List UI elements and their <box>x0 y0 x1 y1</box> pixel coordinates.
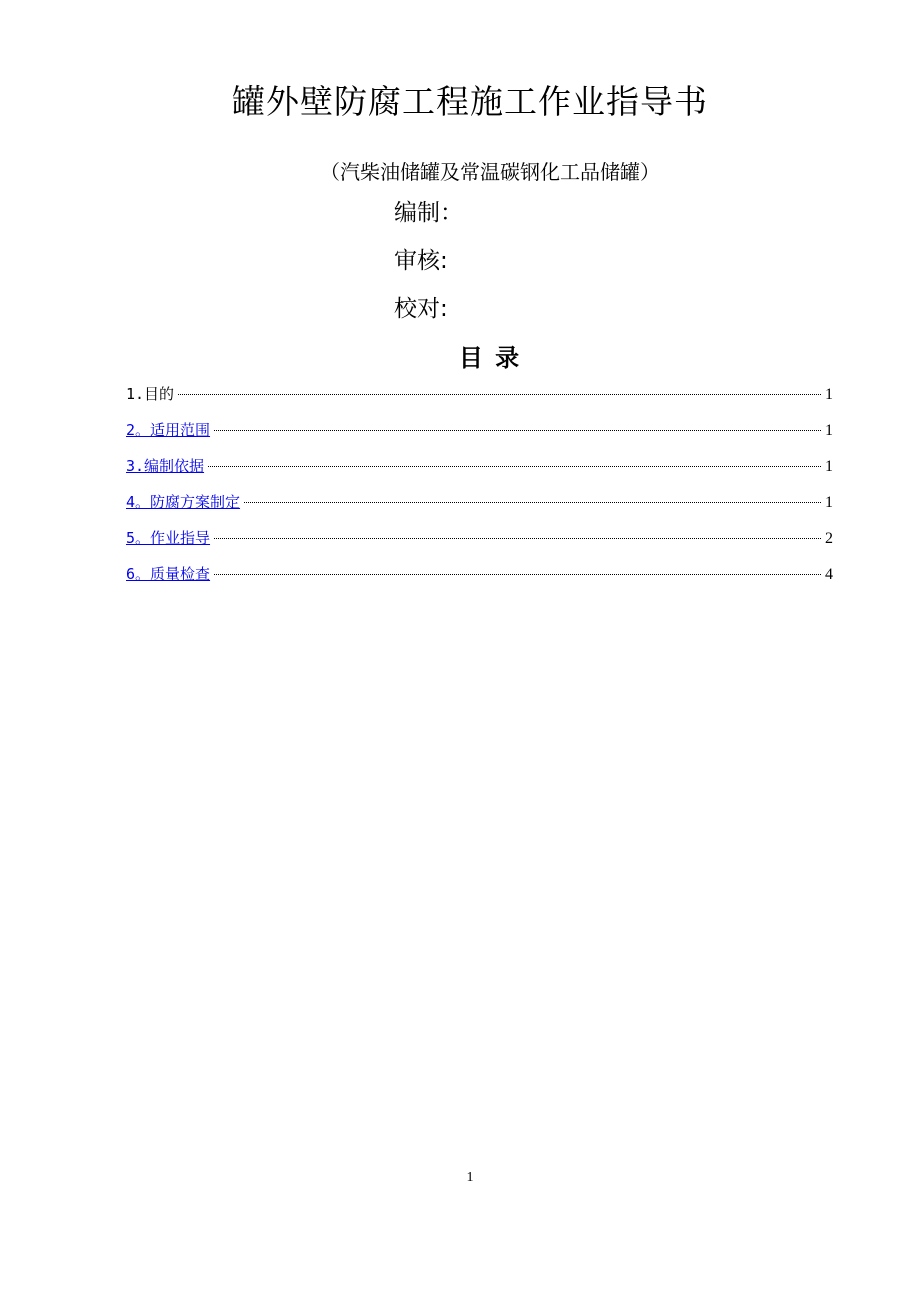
toc-entry-page: 1 <box>825 458 833 475</box>
table-of-contents <box>126 382 833 598</box>
toc-link-scope[interactable]: 2。适用范围 <box>126 421 211 439</box>
toc-link-plan[interactable]: 4。防腐方案制定 <box>126 493 241 511</box>
toc-entry-page: 4 <box>825 566 833 583</box>
document-subtitle: （汽柴油储罐及常温碳钢化工品储罐） <box>320 160 660 184</box>
page-number: 1 <box>466 1170 474 1185</box>
proofread-by-label: 校对: <box>394 296 448 322</box>
document-title: 罐外壁防腐工程施工作业指导书 <box>232 82 708 121</box>
toc-entry-page: 1 <box>825 494 833 511</box>
toc-dot-leader <box>208 465 821 467</box>
toc-entry-scope[interactable] <box>126 418 833 454</box>
toc-link-guidance[interactable]: 5。作业指导 <box>126 529 211 547</box>
toc-heading: 目 录 <box>458 344 522 372</box>
toc-entry-label: 1.目的 <box>126 385 175 403</box>
toc-entry-purpose <box>126 382 833 418</box>
prepared-by-label: 编制： <box>394 200 463 226</box>
toc-entry-guidance[interactable] <box>126 526 833 562</box>
toc-link-basis[interactable]: 3.编制依据 <box>126 457 205 475</box>
toc-entry-plan[interactable] <box>126 490 833 526</box>
toc-entry-page: 1 <box>825 422 833 439</box>
toc-dot-leader <box>214 429 821 431</box>
toc-dot-leader <box>244 501 821 503</box>
reviewed-by-label: 审核: <box>394 248 448 274</box>
toc-entry-page: 2 <box>825 530 833 547</box>
toc-entry-basis[interactable] <box>126 454 833 490</box>
toc-entry-quality[interactable] <box>126 562 833 598</box>
toc-link-quality[interactable]: 6。质量检查 <box>126 565 211 583</box>
toc-dot-leader <box>178 393 821 395</box>
toc-dot-leader <box>214 537 821 539</box>
toc-dot-leader <box>214 573 821 575</box>
toc-entry-page: 1 <box>825 386 833 403</box>
